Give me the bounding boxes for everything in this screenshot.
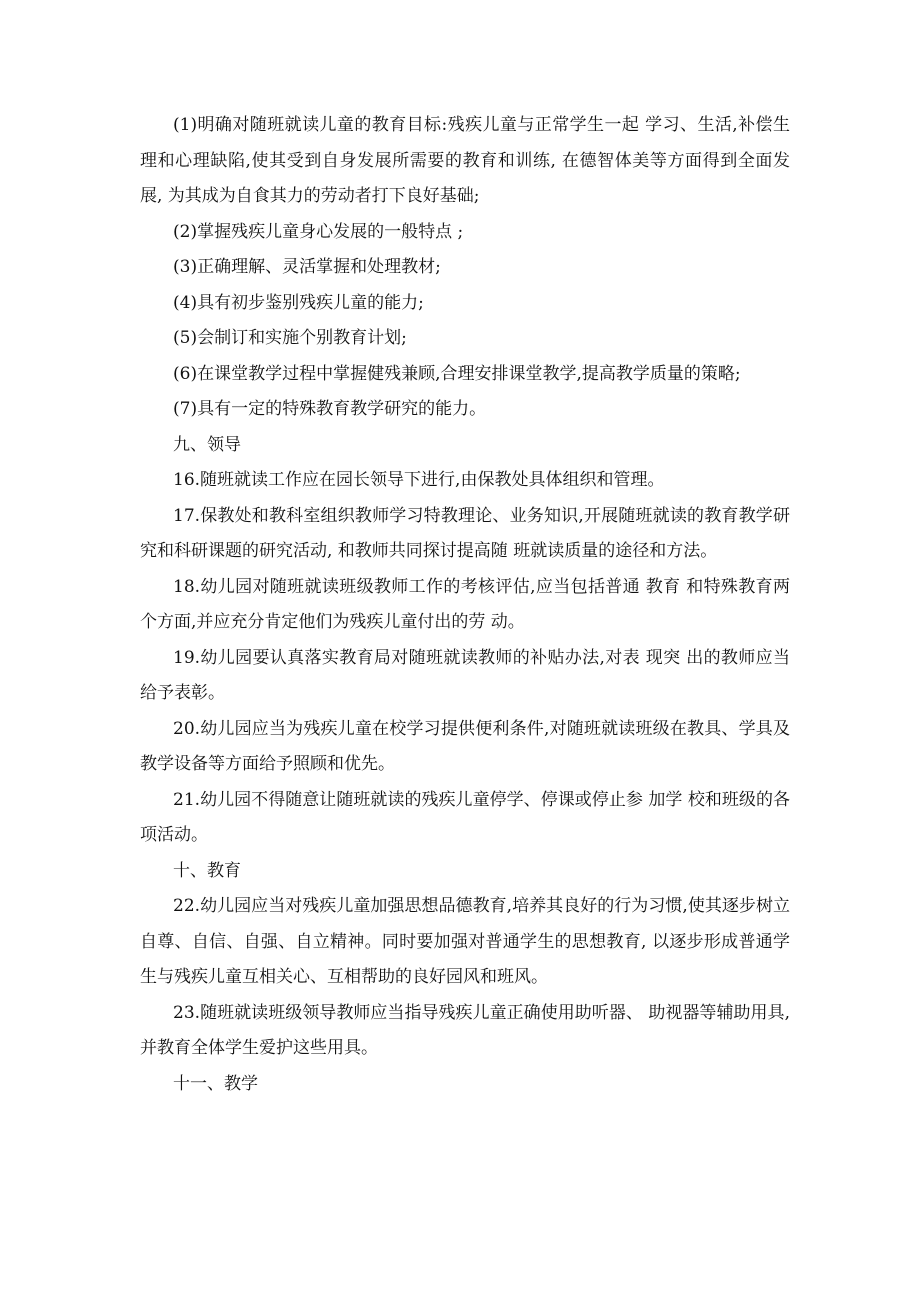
section-heading-teaching: 十一、教学	[173, 1073, 258, 1094]
section-heading-leadership: 九、领导	[173, 434, 241, 455]
paragraph-20: 20.幼儿园应当为残疾儿童在校学习提供便利条件,对随班就读班级在教具、学具及教学设备等方面给予照顾和优先。	[140, 718, 790, 774]
paragraph-goal: (1)明确对随班就读儿童的教育目标:残疾儿童与正常学生一起 学习、生活,补偿生理和心理缺陷,使其受到自身发展所需要的教育和训练, 在德智体美等方面得到全面发展, 为其成为自食其力的劳动者打下良好基础;	[140, 115, 790, 206]
paragraph-21: 21.幼儿园不得随意让随班就读的残疾儿童停学、停课或停止参 加学 校和班级的各项活动。	[140, 789, 790, 845]
paragraph-23: 23.随班就读班级领导教师应当指导残疾儿童正确使用助听器、 助视器等辅助用具,并教育全体学生爱护这些用具。	[140, 1002, 790, 1058]
paragraph-22: 22.幼儿园应当对残疾儿童加强思想品德教育,培养其良好的行为习惯,使其逐步树立自尊、自信、自强、自立精神。同时要加强对普通学生的思想教育, 以逐步形成普通学生与残疾儿童互相关心、互相帮助的良好园风和班风。	[140, 896, 790, 987]
section-heading-education: 十、教育	[173, 860, 241, 881]
paragraph-item-6: (6)在课堂教学过程中掌握健残兼顾,合理安排课堂教学,提高教学质量的策略;	[173, 363, 741, 384]
paragraph-item-4: (4)具有初步鉴别残疾儿童的能力;	[173, 292, 424, 313]
document-body	[140, 108, 790, 1102]
paragraph-item-5: (5)会制订和实施个别教育计划;	[173, 328, 407, 348]
paragraph-item-2: (2)掌握残疾儿童身心发展的一般特点 ;	[173, 221, 464, 242]
paragraph-16: 16.随班就读工作应在园长领导下进行,由保教处具体组织和管理。	[173, 470, 665, 490]
paragraph-19: 19.幼儿园要认真落实教育局对随班就读教师的补贴办法,对表 现突 出的教师应当给予表彰。	[140, 647, 790, 703]
paragraph-18: 18.幼儿园对随班就读班级教师工作的考核评估,应当包括普通 教育 和特殊教育两个方面,并应充分肯定他们为残疾儿童付出的劳 动。	[140, 576, 790, 632]
paragraph-item-7: (7)具有一定的特殊教育教学研究的能力。	[173, 399, 487, 419]
paragraph-17: 17.保教处和教科室组织教师学习特教理论、业务知识,开展随班就读的教育教学研究和科研课题的研究活动, 和教师共同探讨提高随 班就读质量的途径和方法。	[140, 505, 790, 561]
paragraph-item-3: (3)正确理解、灵活掌握和处理教材;	[173, 257, 441, 277]
